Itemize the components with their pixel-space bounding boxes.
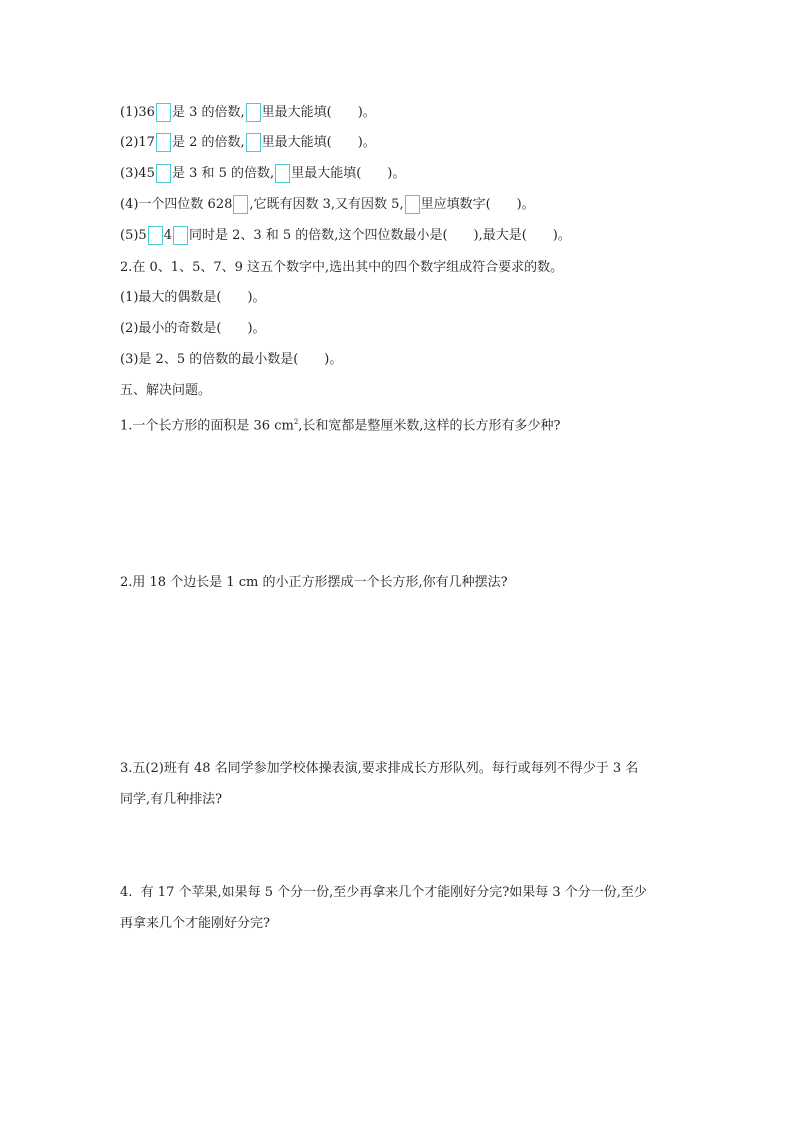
question-1-4 xyxy=(120,195,535,215)
text: 是 3 的倍数, xyxy=(171,105,245,120)
text: (5)5 xyxy=(120,228,147,243)
question-1-3 xyxy=(120,164,405,184)
text: 1.一个长方形的面积是 36 cm xyxy=(120,418,294,434)
text: (1)36 xyxy=(120,105,155,120)
answer-box[interactable] xyxy=(148,226,163,245)
question-2-3: (3)是 2、5 的倍数的最小数是( )。 xyxy=(120,352,343,367)
answer-box[interactable] xyxy=(156,103,171,122)
text: 是 2 的倍数, xyxy=(171,135,245,150)
question-1-2 xyxy=(120,133,376,153)
answer-box[interactable] xyxy=(173,226,188,245)
question-2-1: (1)最大的偶数是( )。 xyxy=(120,290,266,305)
text: (2)17 xyxy=(120,135,155,150)
section-title: 五、解决问题。 xyxy=(120,383,212,398)
question-1-1 xyxy=(120,103,376,123)
text: 里最大能填( )。 xyxy=(261,135,376,150)
problem-4-line1: 4. 有 17 个苹果,如果每 5 个分一份,至少再拿来几个才能刚好分完?如果每 3 个分一份,至少 xyxy=(120,885,647,900)
superscript: 2 xyxy=(293,418,299,426)
question-2-2: (2)最小的奇数是( )。 xyxy=(120,321,266,336)
text: 同时是 2、3 和 5 的倍数,这个四位数最小是( ),最大是( )。 xyxy=(188,228,571,243)
problem-3-line2: 同学,有几种排法? xyxy=(120,792,223,807)
answer-box[interactable] xyxy=(156,133,171,152)
answer-box[interactable] xyxy=(246,133,261,152)
answer-box[interactable] xyxy=(275,164,290,183)
text: 4 xyxy=(163,228,172,243)
question-2-title: 2.在 0、1、5、7、9 这五个数字中,选出其中的四个数字组成符合要求的数。 xyxy=(120,260,564,275)
text: (3)45 xyxy=(120,166,155,181)
problem-2: 2.用 18 个边长是 1 cm 的小正方形摆成一个长方形,你有几种摆法? xyxy=(120,575,508,590)
text: 里最大能填( )。 xyxy=(261,105,376,120)
text: 是 3 和 5 的倍数, xyxy=(171,166,275,181)
answer-box[interactable] xyxy=(405,195,420,214)
answer-box[interactable] xyxy=(246,103,261,122)
text: (4)一个四位数 628 xyxy=(120,197,233,212)
text: 里最大能填( )。 xyxy=(291,166,406,181)
answer-box[interactable] xyxy=(233,195,248,214)
problem-4-line2: 再拿来几个才能刚好分完? xyxy=(120,916,270,931)
question-1-5 xyxy=(120,226,571,246)
text: ,长和宽都是整厘米数,这样的长方形有多少种? xyxy=(298,418,561,434)
text: ,它既有因数 3,又有因数 5, xyxy=(249,197,404,212)
text: 里应填数字( )。 xyxy=(420,197,535,212)
problem-3-line1: 3.五(2)班有 48 名同学参加学校体操表演,要求排成长方形队列。每行或每列不得少于 3 名 xyxy=(120,761,639,776)
problem-1 xyxy=(120,412,561,432)
answer-box[interactable] xyxy=(156,164,171,183)
